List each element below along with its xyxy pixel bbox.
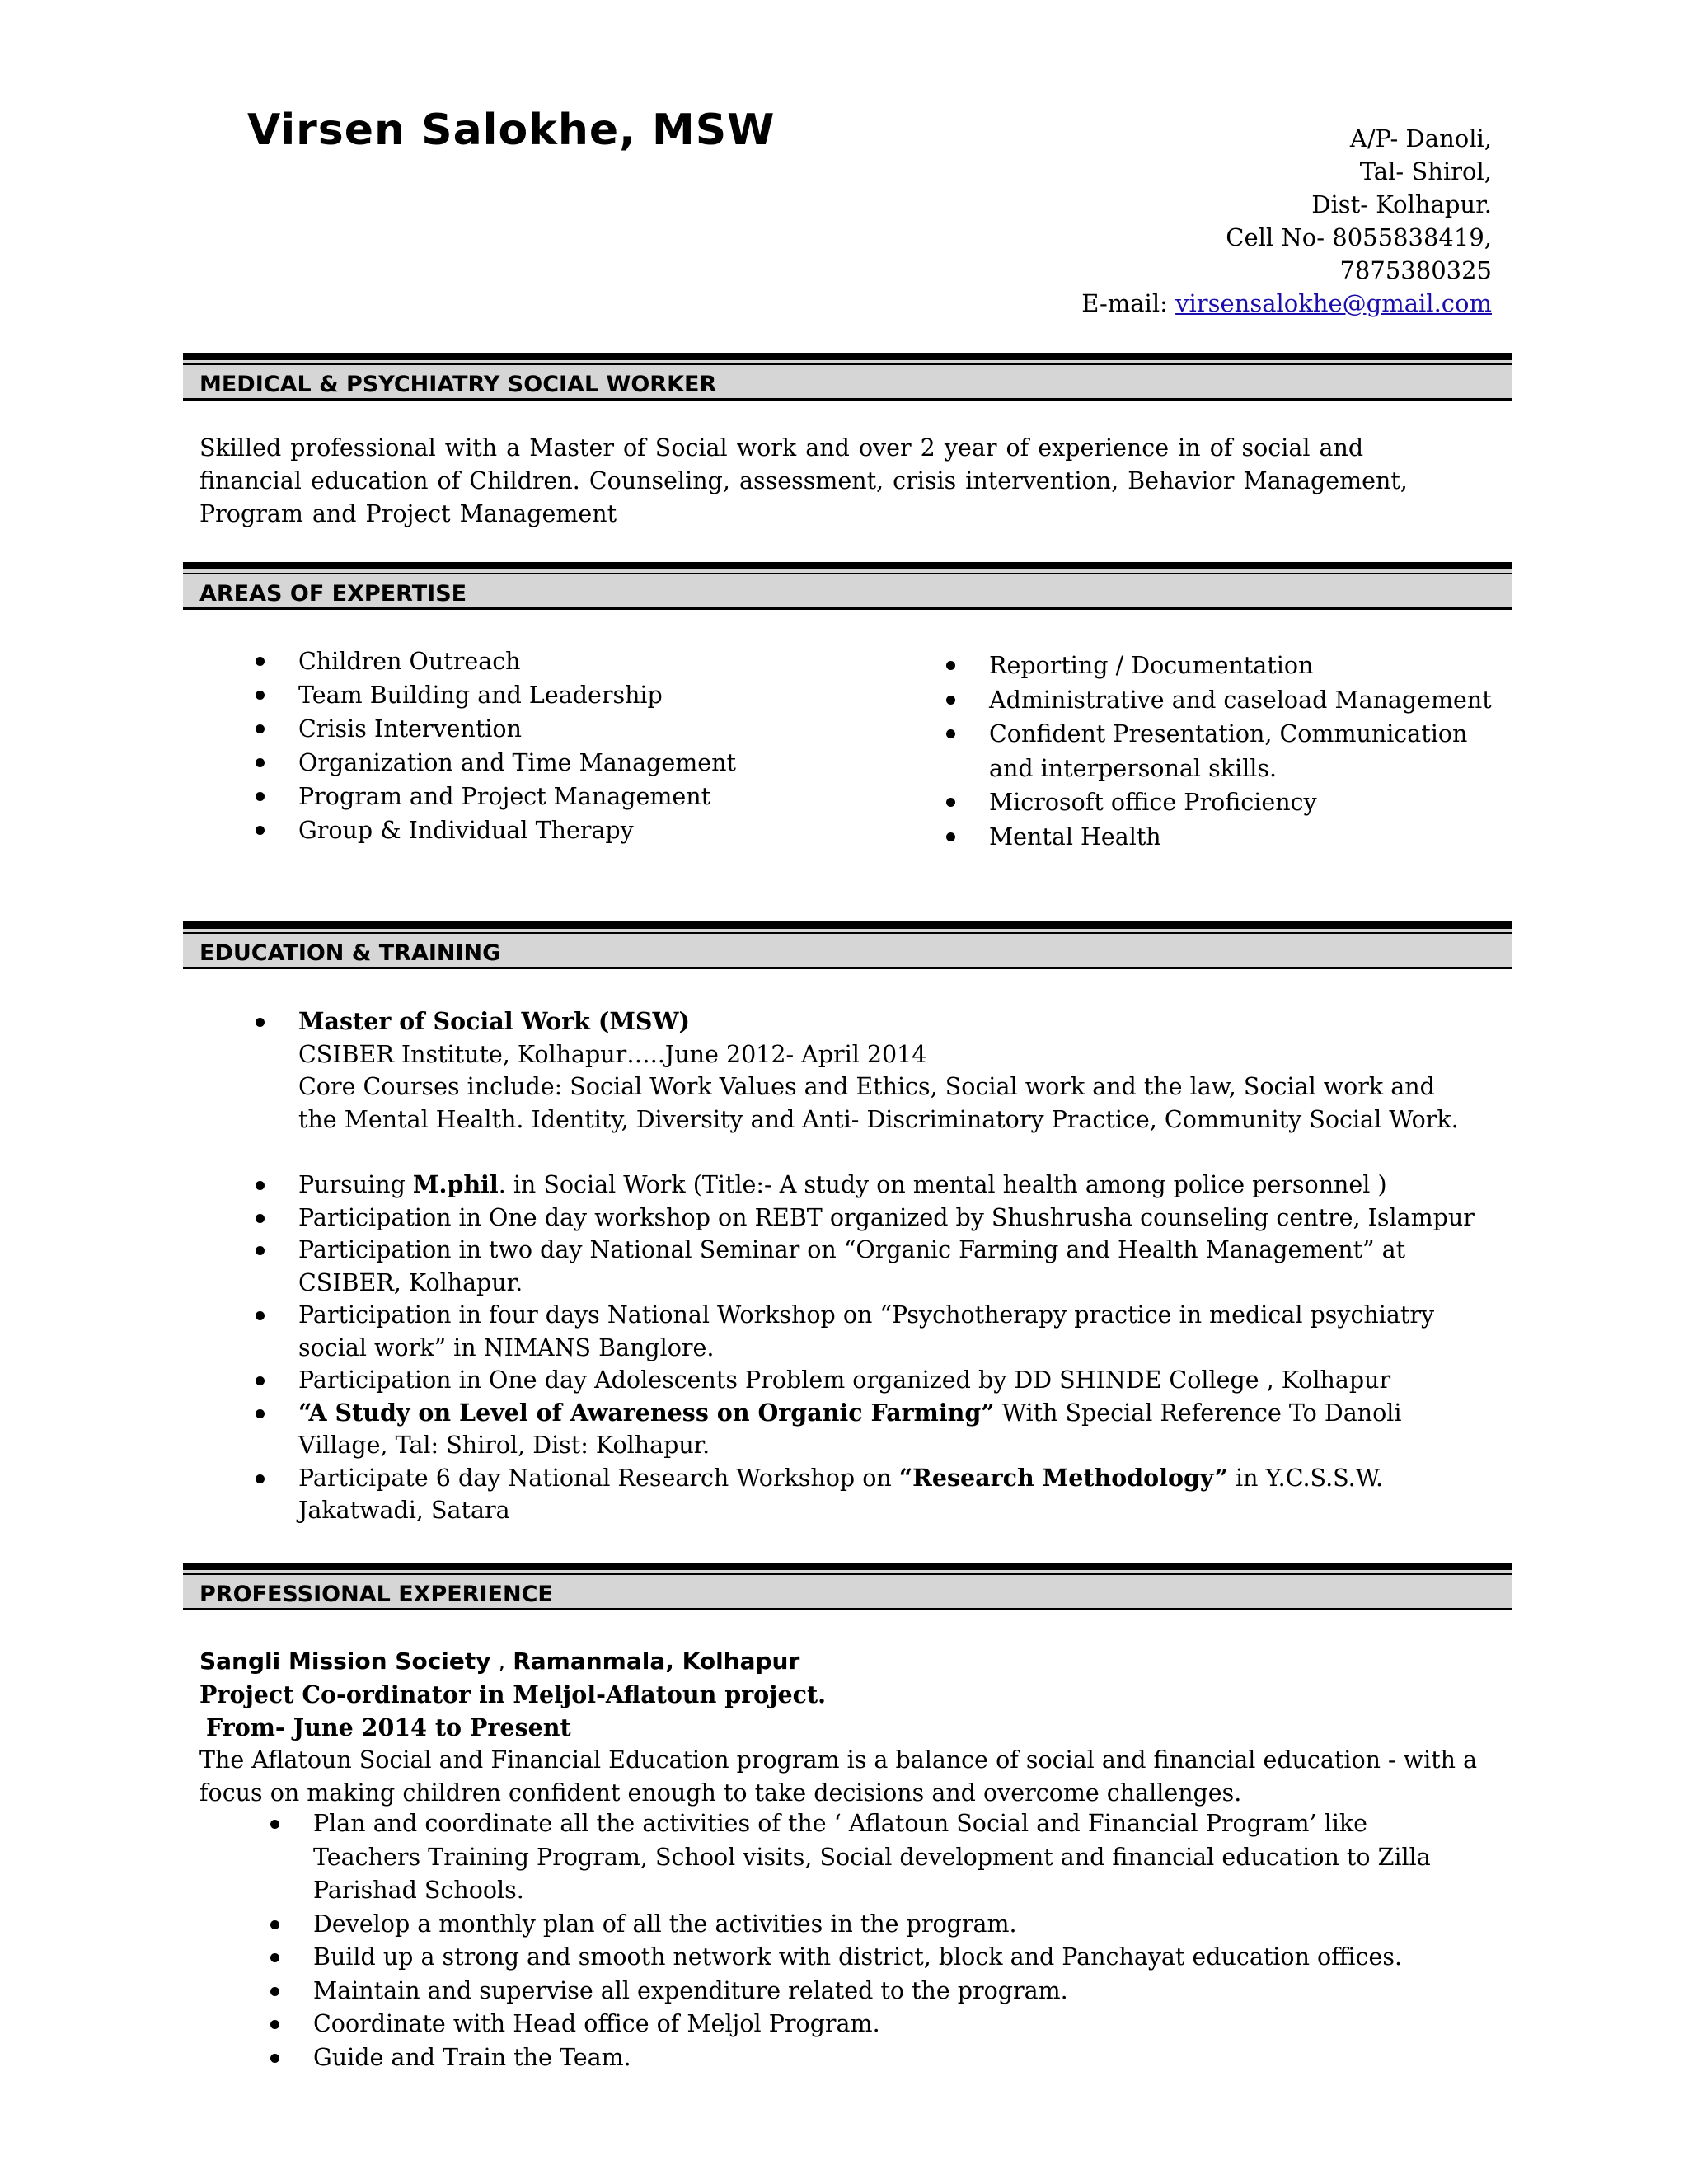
degree-institute: CSIBER Institute, Kolhapur…..June 2012- April 2014 [298, 1040, 927, 1068]
list-item: Mental Health [938, 820, 1498, 855]
email-label: E-mail: [1081, 289, 1176, 317]
section-title: MEDICAL & PSYCHIATRY SOCIAL WORKER [199, 372, 717, 397]
list-item-workshop: Participate 6 day National Research Workshop on “Research Methodology” in Y.C.S.S.W. Jakatwadi, Satara [247, 1462, 1475, 1527]
job-period: From- June 2014 to Present [206, 1713, 571, 1741]
experience-entry [199, 1645, 1485, 1810]
section-header-education [183, 921, 1512, 969]
employer-line: Sangli Mission Society , Ramanmala, Kolhapur [199, 1647, 800, 1675]
list-item: Confident Presentation, Communication and interpersonal skills. [938, 717, 1498, 785]
list-item: Participation in two day National Seminar on “Organic Farming and Health Management” at CSIBER, Kolhapur. [247, 1234, 1475, 1299]
list-item: Microsoft office Proficiency [938, 785, 1498, 820]
list-item: Maintain and supervise all expenditure related to the program. [262, 1975, 1474, 2008]
education-list [247, 1005, 1475, 1527]
list-item: Participation in four days National Workshop on “Psychotherapy practice in medical psychiatry social work” in NIMANS Banglore. [247, 1299, 1475, 1364]
list-item: Organization and Time Management [247, 746, 775, 780]
section-title: EDUCATION & TRAINING [199, 940, 501, 966]
address-line: Dist- Kolhapur. [1311, 190, 1492, 218]
expertise-list-right [938, 649, 1498, 854]
list-item-mphil: Pursuing M.phil. in Social Work (Title:- A study on mental health among police personnel ) [247, 1169, 1475, 1202]
list-item: Plan and coordinate all the activities of the ‘ Aflatoun Social and Financial Program’ like Teachers Training Program, School visits, Social development and financial education to Zilla Parishad Schools. [262, 1807, 1474, 1908]
section-title: PROFESSIONAL EXPERIENCE [199, 1582, 553, 1607]
summary-paragraph: Skilled professional with a Master of Social work and over 2 year of experience in of social and financial education of Children. Counseling, assessment, crisis intervention, Behavior Management, Program and Project Management [199, 434, 1408, 527]
degree-title: Master of Social Work (MSW) [298, 1007, 690, 1035]
cell-number-2: 7875380325 [1339, 256, 1492, 284]
degree-courses: Core Courses include: Social Work Values and Ethics, Social work and the law, Social work and the Mental Health. Identity, Diversity and Anti- Discriminatory Practice, Community Social Work. [298, 1073, 1459, 1133]
duties-list [262, 1807, 1474, 2074]
list-item: Team Building and Leadership [247, 678, 775, 712]
list-item: Coordinate with Head office of Meljol Program. [262, 2008, 1474, 2041]
employer-name: Sangli Mission Society [199, 1647, 491, 1675]
cell-number: Cell No- 8055838419, [1226, 223, 1492, 251]
list-item-study: “A Study on Level of Awareness on Organic Farming” With Special Reference To Danoli Village, Tal: Shirol, Dist: Kolhapur. [247, 1397, 1475, 1462]
list-item: Build up a strong and smooth network with district, block and Panchayat education offices. [262, 1941, 1474, 1975]
address-line: A/P- Danoli, [1349, 124, 1492, 152]
list-item-degree [247, 1005, 1475, 1136]
job-role: Project Co-ordinator in Meljol-Aflatoun project. [199, 1680, 827, 1708]
email-link[interactable]: virsensalokhe@gmail.com [1175, 289, 1492, 317]
candidate-name: Virsen Salokhe, MSW [247, 105, 776, 155]
list-item: Guide and Train the Team. [262, 2041, 1474, 2075]
contact-block [1081, 122, 1492, 320]
list-item: Administrative and caseload Management [938, 683, 1498, 718]
email-line [1081, 287, 1492, 320]
section-header-summary [183, 353, 1512, 401]
section-title: AREAS OF EXPERTISE [199, 581, 467, 607]
list-item: Crisis Intervention [247, 712, 775, 746]
job-description: The Aflatoun Social and Financial Education program is a balance of social and financial education - with a focus on making children confident enough to take decisions and overcome challenges. [199, 1746, 1478, 1807]
expertise-list-left [247, 644, 775, 847]
list-item: Children Outreach [247, 644, 775, 678]
list-item: Participation in One day Adolescents Problem organized by DD SHINDE College , Kolhapur [247, 1364, 1475, 1397]
list-item: Participation in One day workshop on REBT organized by Shushrusha counseling centre, Islampur [247, 1202, 1475, 1235]
list-item: Develop a monthly plan of all the activities in the program. [262, 1908, 1474, 1942]
list-item: Program and Project Management [247, 780, 775, 813]
section-header-experience [183, 1563, 1512, 1610]
list-item: Reporting / Documentation [938, 649, 1498, 683]
employer-location: Ramanmala, Kolhapur [513, 1647, 800, 1675]
address-line: Tal- Shirol, [1359, 157, 1492, 185]
list-item: Group & Individual Therapy [247, 813, 775, 847]
section-header-expertise [183, 562, 1512, 610]
